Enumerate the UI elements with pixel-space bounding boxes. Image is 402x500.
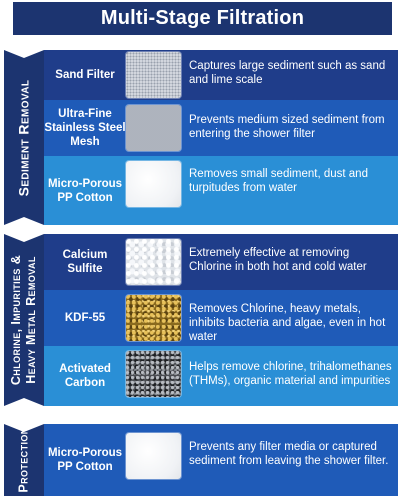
section-label	[17, 79, 32, 196]
title-banner	[13, 2, 392, 35]
stage-description: Prevents medium sized sediment from entering the shower filter	[189, 114, 385, 140]
stage-description: Captures large sediment such as sand and lime scale	[189, 60, 386, 86]
kdf-swatch	[126, 295, 181, 341]
page-title: Multi-Stage Filtration	[100, 7, 305, 29]
calcium-sulfite-swatch	[126, 239, 181, 285]
section-label-line: Sediment Removal	[15, 79, 32, 196]
stage-name: Micro-Porous PP Cotton	[47, 447, 123, 473]
section-protection	[4, 424, 398, 496]
stage-name: Activated Carbon	[59, 363, 111, 389]
stage-name: Sand Filter	[55, 69, 115, 81]
stage-name: Ultra-Fine Stainless Steel Mesh	[44, 108, 126, 148]
section-side-tab	[4, 50, 44, 225]
section-label-line: Protection	[16, 427, 31, 493]
section-label-line: Chlorine, Impurities &	[9, 254, 23, 386]
fine-mesh-swatch	[126, 105, 181, 151]
stage-name: Micro-Porous PP Cotton	[47, 177, 123, 204]
filter-row-stainless-mesh	[44, 100, 398, 156]
filter-row-sand	[44, 50, 398, 100]
notch-top	[4, 234, 44, 242]
section-label	[17, 427, 32, 492]
stage-description: Extremely effective at removing Chlorine in both hot and cold water	[189, 247, 367, 273]
stage-description: Helps remove chlorine, trihalomethanes (THMs), organic material and impurities	[189, 361, 392, 387]
notch-top	[4, 50, 44, 58]
activated-carbon-swatch	[126, 351, 181, 397]
stage-name: KDF-55	[64, 312, 106, 324]
coarse-mesh-swatch	[126, 52, 181, 98]
notch-bottom	[4, 398, 44, 406]
filter-row-pp-cotton	[44, 156, 398, 225]
cotton-swatch	[126, 433, 181, 479]
section-label-line: Heavy Metal Removal	[24, 256, 38, 384]
notch-bottom	[4, 217, 44, 225]
filter-row-kdf-55	[44, 290, 398, 346]
section-label	[9, 255, 39, 385]
section-chlorine-heavy-metal-removal	[4, 234, 398, 406]
filter-row-protection-pp-cotton	[44, 424, 398, 496]
cotton-swatch	[126, 161, 181, 207]
section-sediment-removal	[4, 50, 398, 225]
stage-description: Prevents any filter media or captured sediment from leaving the shower filter.	[189, 441, 389, 467]
stage-description: Removes small sediment, dust and turpitudes from water	[189, 168, 368, 194]
filter-row-calcium-sulfite	[44, 234, 398, 290]
filter-row-activated-carbon	[44, 346, 398, 406]
stage-description: Removes Chlorine, heavy metals, inhibits bacteria and algae, even in hot water	[189, 303, 386, 343]
section-side-tab	[4, 234, 44, 406]
stage-name: Calcium Sulfite	[62, 249, 108, 275]
section-side-tab	[4, 424, 44, 496]
